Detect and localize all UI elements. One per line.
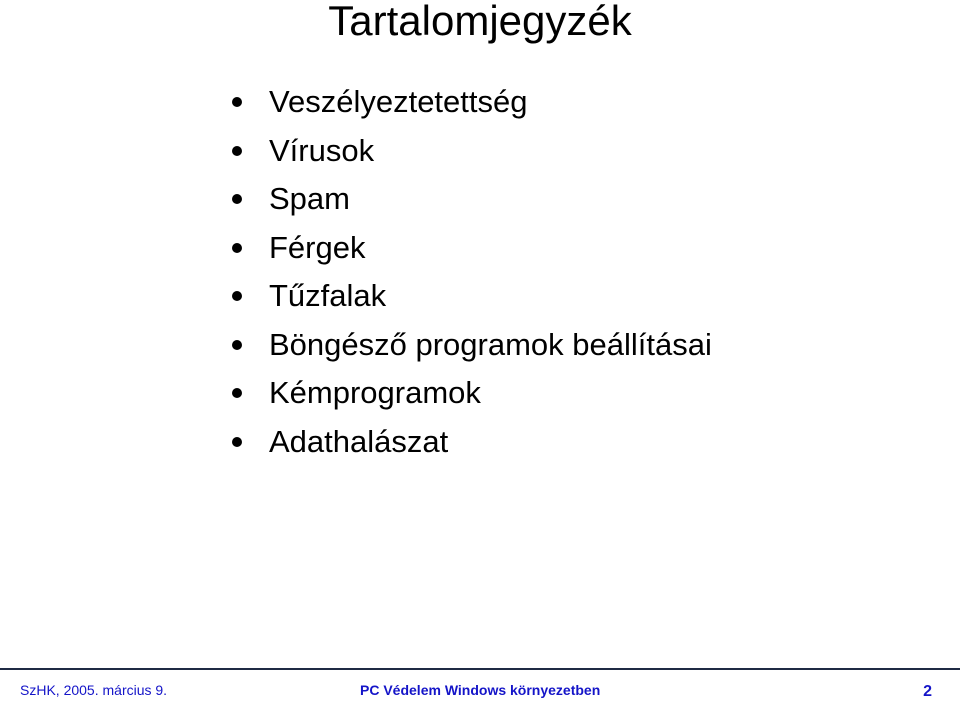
bullet-dot-icon <box>232 291 242 301</box>
bullet-text: Böngésző programok beállításai <box>269 326 712 362</box>
bullet-text: Vírusok <box>269 132 375 168</box>
bullet-item <box>226 127 712 176</box>
slide-title: Tartalomjegyzék <box>328 0 632 44</box>
bullet-item <box>226 321 712 370</box>
bullet-dot-icon <box>232 388 242 398</box>
footer-title: PC Védelem Windows környezetben <box>360 682 601 698</box>
bullet-dot-icon <box>232 194 242 204</box>
bullet-dot-icon <box>232 243 242 253</box>
bullet-item <box>226 175 712 224</box>
bullet-text: Kémprogramok <box>269 375 481 411</box>
bullet-text: Férgek <box>269 229 366 265</box>
page-number: 2 <box>923 683 932 700</box>
bullet-item <box>226 418 712 467</box>
bullet-list <box>226 78 712 466</box>
bullet-text: Spam <box>269 181 350 217</box>
bullet-text: Adathalászat <box>269 423 449 459</box>
footer-divider <box>0 668 960 670</box>
bullet-item <box>226 272 712 321</box>
bullet-text: Tűzfalak <box>269 278 387 314</box>
bullet-item <box>226 369 712 418</box>
bullet-dot-icon <box>232 340 242 350</box>
bullet-item <box>226 78 712 127</box>
bullet-dot-icon <box>232 97 242 107</box>
footer-date: SzHK, 2005. március 9. <box>20 682 168 698</box>
bullet-dot-icon <box>232 437 242 447</box>
bullet-dot-icon <box>232 146 242 156</box>
bullet-item <box>226 224 712 273</box>
bullet-text: Veszélyeztetettség <box>269 84 528 120</box>
